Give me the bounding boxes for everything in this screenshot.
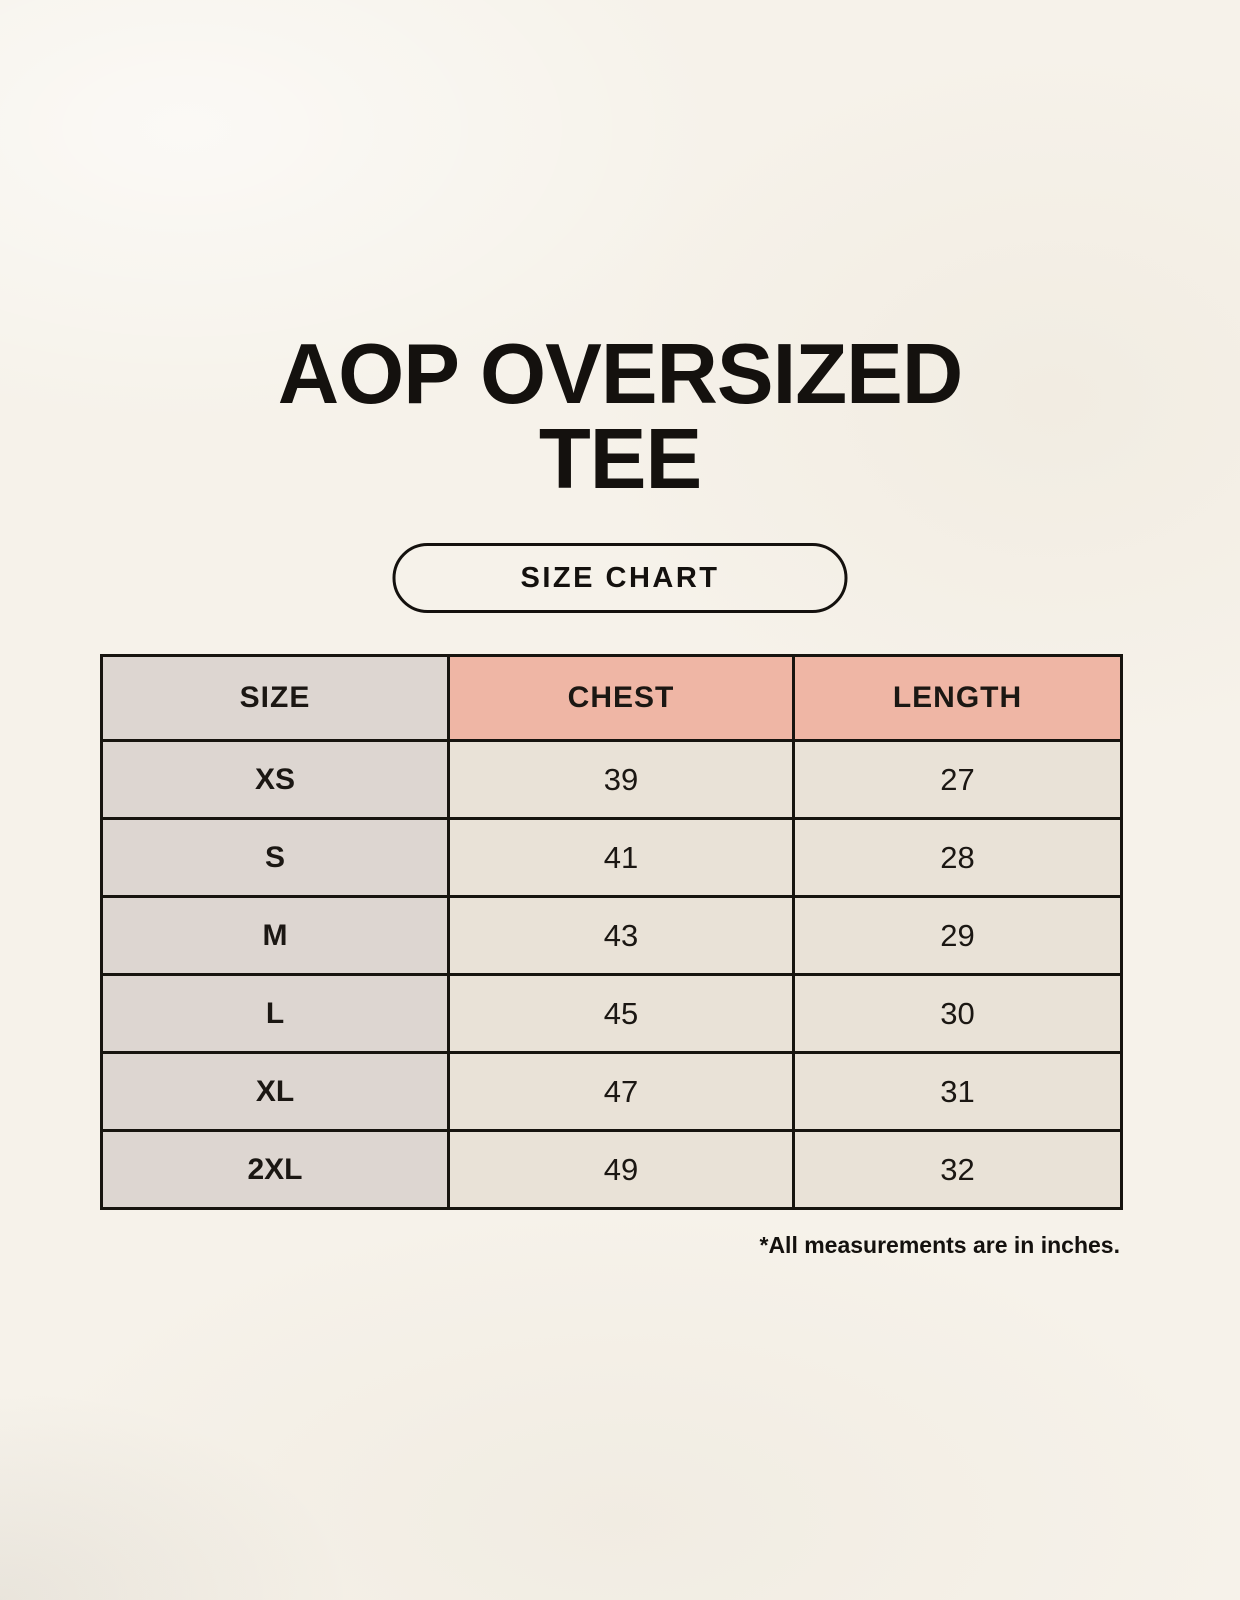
table-row: [102, 1053, 1122, 1131]
table-row: [102, 1131, 1122, 1209]
size-table: [100, 654, 1123, 1210]
cell-2xl-chest: 49: [449, 1131, 794, 1209]
column-header-size: SIZE: [102, 656, 449, 741]
cell-s-chest: 41: [449, 819, 794, 897]
column-header-chest: CHEST: [449, 656, 794, 741]
size-chart-badge-label: SIZE CHART: [520, 561, 720, 594]
table-row: [102, 975, 1122, 1053]
column-header-length: LENGTH: [794, 656, 1122, 741]
row-label-xs: XS: [102, 741, 449, 819]
cell-xs-chest: 39: [449, 741, 794, 819]
table-row: [102, 819, 1122, 897]
row-label-l: L: [102, 975, 449, 1053]
size-table-header-row: [102, 656, 1122, 741]
cell-xl-chest: 47: [449, 1053, 794, 1131]
table-row: [102, 897, 1122, 975]
cell-l-length: 30: [794, 975, 1122, 1053]
cell-xs-length: 27: [794, 741, 1122, 819]
page-title-line2: TEE: [538, 412, 702, 507]
page-title-line1: AOP OVERSIZED: [277, 327, 963, 422]
cell-m-chest: 43: [449, 897, 794, 975]
measurements-footnote: *All measurements are in inches.: [759, 1232, 1120, 1258]
table-row: [102, 741, 1122, 819]
cell-m-length: 29: [794, 897, 1122, 975]
row-label-xl: XL: [102, 1053, 449, 1131]
cell-s-length: 28: [794, 819, 1122, 897]
cell-l-chest: 45: [449, 975, 794, 1053]
size-chart-badge: [393, 543, 848, 613]
row-label-s: S: [102, 819, 449, 897]
cell-xl-length: 31: [794, 1053, 1122, 1131]
page-title: [0, 327, 1240, 507]
row-label-m: M: [102, 897, 449, 975]
cell-2xl-length: 32: [794, 1131, 1122, 1209]
row-label-2xl: 2XL: [102, 1131, 449, 1209]
